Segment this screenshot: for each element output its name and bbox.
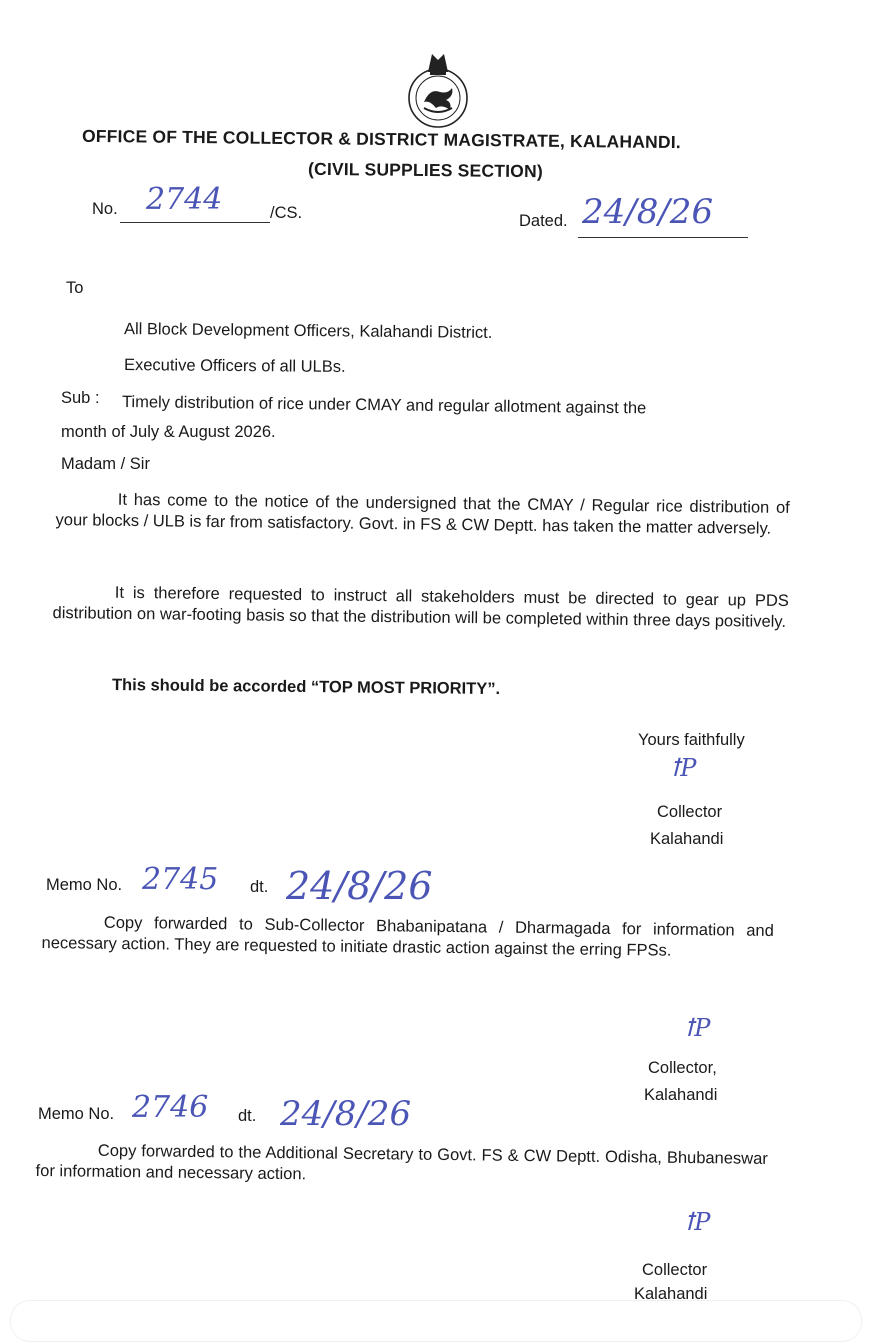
memo-2-dt-label: dt. [238, 1107, 257, 1125]
memo-2-district: Kalahandi [634, 1285, 708, 1303]
body-paragraph-2: It is therefore requested to instruct all stakeholders must be directed to gear up PDS distribution on war-footing basis so that the distribution will be completed within three days positively. [52, 583, 789, 631]
dated-label: Dated. [519, 212, 568, 230]
memo-2-designation: Collector [642, 1261, 708, 1279]
body-paragraph-1: It has come to the notice of the undersigned that the CMAY / Regular rice distribution of your blocks / ULB is far from satisfactory. Govt. in FS & CW Deptt. has taken the matter adversely. [55, 490, 790, 538]
priority-statement: This should be accorded “TOP MOST PRIORITY”. [111, 676, 501, 699]
closing-yours-faithfully: Yours faithfully [638, 731, 745, 749]
to-label: To [66, 279, 84, 297]
memo-2-text: Copy forwarded to the Additional Secretary to Govt. FS & CW Deptt. Odisha, Bhubaneswar for information and necessary action. [35, 1141, 768, 1184]
memo-2-number-handwritten: 2746 [132, 1090, 209, 1125]
closing-district: Kalahandi [650, 830, 724, 848]
memo-2-signature-initials: ꝉP [684, 1208, 711, 1236]
memo-1-number-handwritten: 2745 [142, 862, 219, 897]
office-title: OFFICE OF THE COLLECTOR & DISTRICT MAGISTRATE, KALAHANDI. [81, 125, 682, 153]
collector-signature-initials: ꝉP [670, 754, 697, 782]
letter-number-handwritten: 2744 [146, 182, 223, 217]
memo-2-date-handwritten: 24/8/26 [280, 1094, 412, 1134]
letter-number-underline [120, 222, 270, 223]
dated-underline [578, 237, 748, 238]
scan-edge-shadow [10, 1300, 862, 1342]
memo-1-dt-label: dt. [250, 878, 269, 896]
subject-label: Sub : [61, 389, 100, 407]
letter-number-suffix: /CS. [270, 204, 303, 222]
section-title: (CIVIL SUPPLIES SECTION) [307, 158, 544, 182]
memo-1-text: Copy forwarded to Sub-Collector Bhabanipatana / Dharmagada for information and necessary action. They are requested to initiate drastic action against the erring FPSs. [41, 913, 774, 960]
memo-1-label: Memo No. [46, 876, 123, 894]
memo-2-label: Memo No. [38, 1105, 115, 1123]
dated-handwritten: 24/8/26 [582, 192, 714, 232]
recipient-ulbs: Executive Officers of all ULBs. [123, 356, 346, 376]
odisha-state-seal [402, 50, 474, 130]
memo-1-district: Kalahandi [644, 1086, 718, 1104]
memo-1-designation: Collector, [648, 1059, 717, 1077]
letter-number-label: No. [92, 200, 118, 218]
closing-designation: Collector [657, 803, 723, 821]
memo-1-signature-initials: ꝉP [684, 1014, 711, 1042]
memo-1-date-handwritten: 24/8/26 [286, 864, 433, 908]
recipient-bdos: All Block Development Officers, Kalahandi District. [123, 320, 493, 342]
salutation: Madam / Sir [61, 455, 150, 473]
subject-line-1: Timely distribution of rice under CMAY and regular allotment against the [121, 393, 647, 418]
subject-line-2: month of July & August 2026. [61, 423, 276, 441]
